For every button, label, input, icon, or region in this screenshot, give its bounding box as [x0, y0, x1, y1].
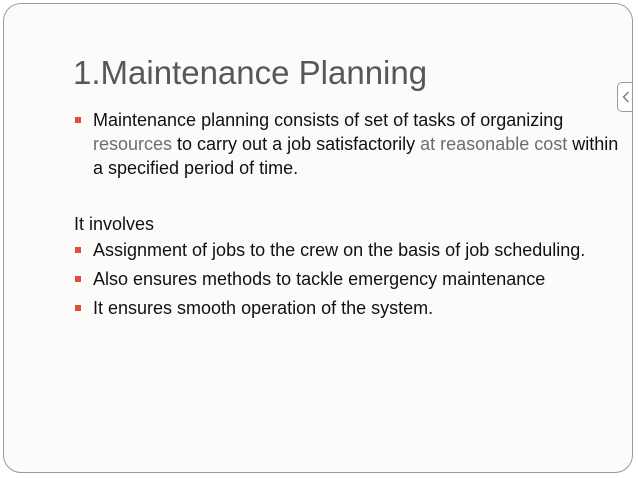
slide-nav-tab[interactable]	[617, 82, 633, 112]
slide-frame	[3, 3, 633, 473]
intro-highlight-cost: at reasonable cost	[420, 134, 568, 154]
involves-label: It involves	[74, 214, 155, 234]
bullet-text	[93, 110, 618, 178]
bullet-text: Also ensures methods to tackle emergency maintenance	[93, 269, 546, 289]
bullet-item-1	[74, 238, 619, 262]
square-bullet-icon	[75, 117, 81, 123]
slide-body	[74, 108, 619, 320]
bullet-item-2	[74, 267, 619, 291]
square-bullet-icon	[75, 276, 81, 282]
bullet-item-3	[74, 296, 619, 320]
square-bullet-icon	[75, 305, 81, 311]
intro-highlight-resources: resources	[93, 134, 173, 154]
intro-text-3: within a specified period of time.	[93, 134, 619, 178]
bullet-text: It ensures smooth operation of the system.	[93, 298, 434, 318]
square-bullet-icon	[75, 247, 81, 253]
chevron-left-icon[interactable]	[622, 91, 630, 103]
intro-text-1: Maintenance planning consists of set of tasks of organizing	[93, 110, 564, 130]
bullet-text: Assignment of jobs to the crew on the basis of job scheduling.	[93, 240, 586, 260]
intro-text-2: to carry out a job satisfactorily	[172, 134, 421, 154]
bullet-item-intro	[74, 108, 619, 180]
spacer	[74, 180, 619, 212]
slide-title: 1.Maintenance Planning	[73, 54, 428, 91]
